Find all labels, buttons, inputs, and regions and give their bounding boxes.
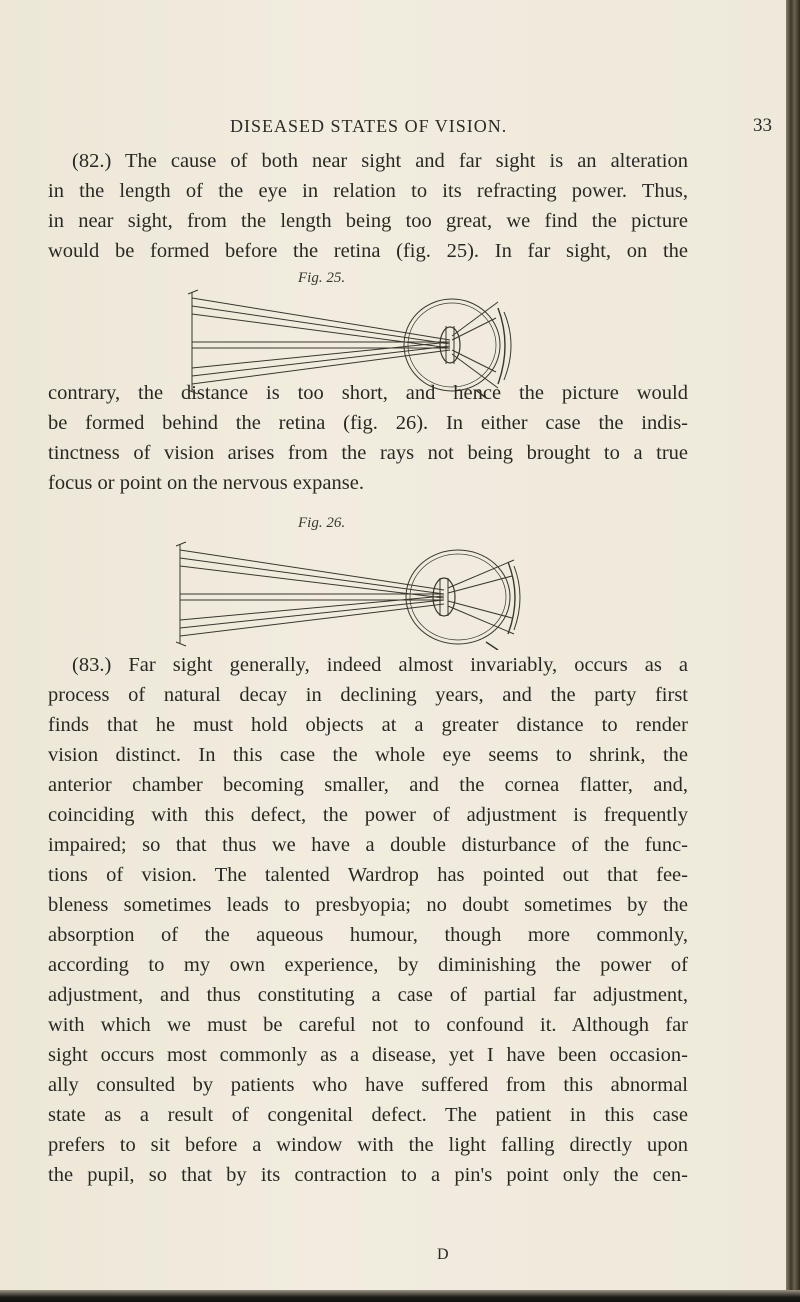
text-line: contrary, the distance is too short, and hence the picture would [48,382,688,404]
page-bottom-edge [0,1290,800,1302]
paragraph-82-bottom [48,378,688,498]
text-line: vision distinct. In this case the whole eye seems to shrink, the [48,744,688,766]
text-line: ally consulted by patients who have suffered from this abnormal [48,1074,688,1096]
text-line: finds that he must hold objects at a greater distance to render [48,714,688,736]
text-line: the pupil, so that by its contraction to a pin's point only the cen- [48,1164,688,1186]
text-line: in near sight, from the length being too great, we find the picture [48,210,688,232]
text-line: process of natural decay in declining years, and the party first [48,684,688,706]
text-line: (83.) Far sight generally, indeed almost invariably, occurs as a [72,654,688,676]
figure-26-eye-diagram [168,540,538,650]
page-number: 33 [753,115,772,136]
text-line: tinctness of vision arises from the rays not being brought to a true [48,442,688,464]
text-line: in the length of the eye in relation to its refracting power. Thus, [48,180,688,202]
text-line: according to my own experience, by diminishing the power of [48,954,688,976]
text-line: anterior chamber becoming smaller, and the cornea flatter, and, [48,774,688,796]
text-line: absorption of the aqueous humour, though more commonly, [48,924,688,946]
text-line: would be formed before the retina (fig. 25). In far sight, on the [48,240,688,262]
text-line: prefers to sit before a window with the light falling directly upon [48,1134,688,1156]
signature-mark: D [437,1246,449,1263]
text-line: coinciding with this defect, the power of adjustment is frequently [48,804,688,826]
text-line: adjustment, and thus constituting a case of partial far adjustment, [48,984,688,1006]
text-line: sight occurs most commonly as a disease, yet I have been occasion- [48,1044,688,1066]
text-line: tions of vision. The talented Wardrop has pointed out that fee- [48,864,688,886]
figure-25-label: Fig. 25. [298,270,346,286]
text-line: bleness sometimes leads to presbyopia; no doubt sometimes by the [48,894,688,916]
text-line: (82.) The cause of both near sight and far sight is an alteration [72,150,688,172]
text-line: with which we must be careful not to confound it. Although far [48,1014,688,1036]
paragraph-83 [48,650,688,1190]
paragraph-82-top [48,146,688,266]
figure-26-label: Fig. 26. [298,515,346,531]
running-head: DISEASED STATES OF VISION. [230,116,508,136]
text-line: focus or point on the nervous expanse. [48,472,364,494]
book-spine-edge [786,0,800,1302]
text-line: be formed behind the retina (fig. 26). In either case the indis- [48,412,688,434]
text-line: state as a result of congenital defect. The patient in this case [48,1104,688,1126]
text-line: impaired; so that thus we have a double disturbance of the func- [48,834,688,856]
